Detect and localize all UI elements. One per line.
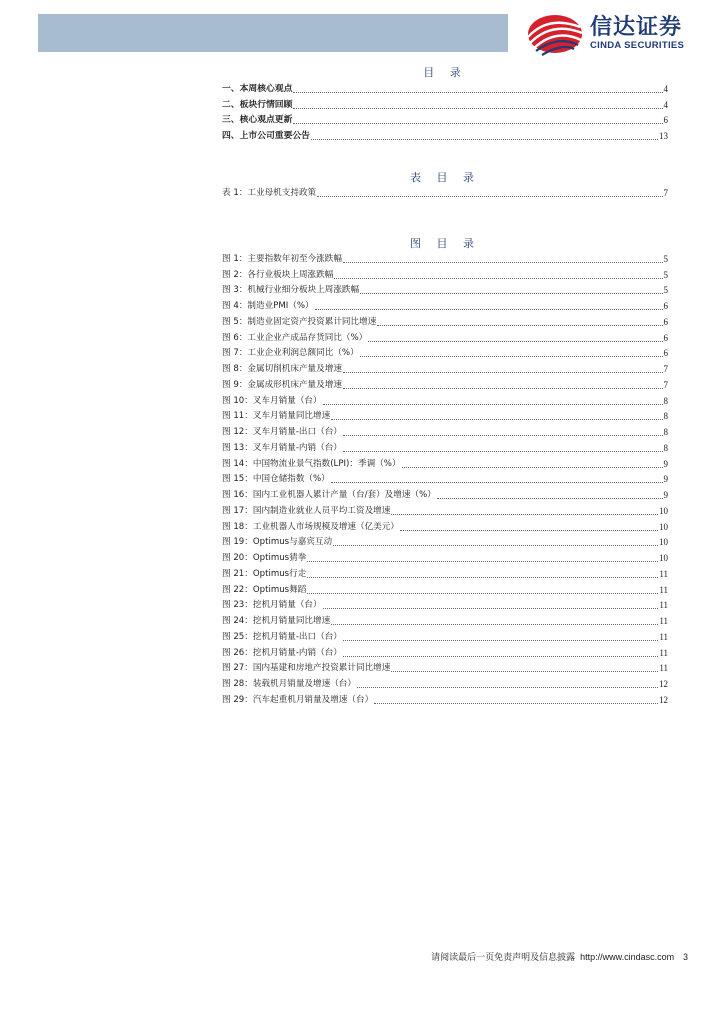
figures-entry[interactable] bbox=[222, 627, 668, 643]
logo-english-name: CINDA SECURITIES bbox=[590, 40, 685, 51]
figures-entry-label: 图 26：挖机月销量-内销（台） bbox=[222, 647, 342, 658]
figures-entry-label: 图 12：叉车月销量-出口（台） bbox=[222, 427, 342, 437]
figures-entry[interactable] bbox=[222, 407, 668, 423]
figures-entry-page: 9 bbox=[663, 474, 668, 485]
dot-leader bbox=[307, 593, 658, 594]
figures-list bbox=[222, 249, 668, 706]
figures-entry-page: 5 bbox=[663, 269, 668, 280]
figures-entry[interactable] bbox=[222, 359, 668, 375]
figures-entry-page: 11 bbox=[659, 631, 668, 642]
figures-entry-label: 图 11：叉车月销量同比增速 bbox=[222, 411, 331, 422]
figures-entry[interactable] bbox=[222, 249, 668, 265]
figures-entry-page: 11 bbox=[659, 616, 668, 626]
dot-leader bbox=[323, 608, 659, 609]
toc-entry-label: 四、上市公司重要公告 bbox=[222, 131, 310, 141]
dot-leader bbox=[343, 435, 663, 436]
toc-entry-page: 4 bbox=[663, 83, 668, 94]
toc-entry[interactable] bbox=[222, 111, 668, 127]
figures-entry-page: 6 bbox=[663, 316, 668, 327]
figures-entry-page: 10 bbox=[659, 505, 668, 516]
figures-entry-page: 11 bbox=[659, 647, 668, 658]
figures-entry-page: 11 bbox=[659, 600, 668, 611]
figures-entry-label: 图 14：中国物流业景气指数(LPI)：季调（%） bbox=[222, 458, 401, 469]
figures-entry[interactable] bbox=[222, 580, 668, 596]
figures-entry[interactable] bbox=[222, 533, 668, 549]
figures-entry[interactable] bbox=[222, 438, 668, 454]
dot-leader bbox=[331, 482, 663, 483]
figures-entry-label: 图 17：国内制造业就业人员平均工资及增速 bbox=[222, 505, 391, 516]
figures-entry-page: 6 bbox=[663, 348, 668, 359]
figures-entry-label: 图 27：国内基建和房地产投资累计同比增速 bbox=[222, 663, 391, 674]
page-number: 3 bbox=[682, 952, 688, 962]
figures-entry-label: 图 3：机械行业细分板块上周涨跌幅 bbox=[222, 285, 360, 296]
dot-leader bbox=[343, 262, 663, 263]
figures-entry[interactable] bbox=[222, 690, 668, 706]
figures-entry-page: 6 bbox=[663, 332, 668, 343]
figures-entry-page: 11 bbox=[659, 568, 668, 579]
dot-leader bbox=[357, 687, 658, 688]
company-logo bbox=[522, 10, 712, 58]
figures-entry-page: 7 bbox=[663, 364, 668, 374]
dot-leader bbox=[343, 640, 658, 641]
figures-entry-label: 图 7：工业企业利润总额同比（%） bbox=[222, 348, 359, 359]
figures-entry[interactable] bbox=[222, 564, 668, 580]
figures-entry-label: 图 6：工业企业产成品存货同比（%） bbox=[222, 332, 368, 343]
disclaimer-text: 请阅读最后一页免责声明及信息披露 bbox=[431, 953, 576, 963]
figures-entry-label: 图 19：Optimus与嘉宾互动 bbox=[222, 537, 333, 548]
figures-entry-page: 12 bbox=[659, 694, 668, 705]
dot-leader bbox=[360, 356, 663, 357]
figures-entry-page: 9 bbox=[663, 458, 668, 469]
figures-entry-label: 图 9：金属成形机床产量及增速 bbox=[222, 379, 342, 390]
toc-title: 目 录 bbox=[423, 66, 467, 79]
dot-leader bbox=[307, 561, 658, 562]
page-footer bbox=[431, 950, 688, 963]
dot-leader bbox=[323, 404, 663, 405]
dot-leader bbox=[343, 388, 663, 389]
figures-entry-page: 5 bbox=[663, 285, 668, 296]
dot-leader bbox=[307, 577, 658, 578]
figures-entry-page: 8 bbox=[663, 442, 668, 453]
toc-entry[interactable] bbox=[222, 79, 668, 95]
figures-entry[interactable] bbox=[222, 596, 668, 612]
figures-entry-label: 图 2：各行业板块上周涨跌幅 bbox=[222, 269, 334, 280]
toc-entry-label: 二、板块行情回顾 bbox=[222, 99, 293, 110]
tables-entry-page: 7 bbox=[663, 187, 668, 198]
figures-entry-page: 7 bbox=[663, 379, 668, 390]
dot-leader bbox=[293, 123, 662, 124]
cinda-logo-icon bbox=[522, 11, 584, 57]
toc-entry[interactable] bbox=[222, 126, 668, 142]
dot-leader bbox=[293, 92, 662, 93]
header-bar bbox=[38, 14, 508, 52]
dot-leader bbox=[343, 372, 663, 373]
dot-leader bbox=[437, 498, 663, 499]
dot-leader bbox=[333, 545, 658, 546]
figures-entry[interactable] bbox=[222, 674, 668, 690]
tables-list bbox=[222, 183, 668, 199]
tables-entry-label: 表 1：工业母机支持政策 bbox=[222, 187, 317, 198]
dot-leader bbox=[293, 108, 662, 109]
dot-leader bbox=[368, 341, 662, 342]
figures-entry-page: 8 bbox=[663, 427, 668, 437]
toc-entry-page: 4 bbox=[663, 99, 668, 110]
figures-entry-label: 图 15：中国仓储指数（%） bbox=[222, 474, 330, 485]
figures-entry-page: 8 bbox=[663, 411, 668, 422]
figures-entry[interactable] bbox=[222, 328, 668, 344]
figures-entry[interactable] bbox=[222, 281, 668, 297]
figures-entry[interactable] bbox=[222, 611, 668, 627]
figures-entry-label: 图 21：Optimus行走 bbox=[222, 568, 307, 579]
figures-entry-label: 图 18：工业机器人市场规模及增速（亿美元） bbox=[222, 521, 399, 532]
figures-entry-page: 11 bbox=[659, 663, 668, 674]
dot-leader bbox=[334, 278, 662, 279]
figures-entry-label: 图 4：制造业PMI（%） bbox=[222, 301, 314, 311]
figures-entry-label: 图 13：叉车月销量-内销（台） bbox=[222, 442, 342, 453]
toc-entry-page: 6 bbox=[663, 115, 668, 126]
figures-entry-label: 图 1：主要指数年初至今涨跌幅 bbox=[222, 253, 342, 264]
figures-entry-label: 图 8：金属切削机床产量及增速 bbox=[222, 364, 342, 374]
figures-entry-page: 5 bbox=[663, 253, 668, 264]
figures-entry-page: 12 bbox=[659, 679, 668, 689]
tables-title: 表 目 录 bbox=[410, 171, 480, 184]
figures-entry-label: 图 22：Optimus舞蹈 bbox=[222, 584, 307, 595]
figures-entry-page: 10 bbox=[659, 553, 668, 563]
figures-entry-label: 图 20：Optimus猜拳 bbox=[222, 553, 307, 563]
figures-entry[interactable] bbox=[222, 422, 668, 438]
dot-leader bbox=[331, 624, 658, 625]
figures-entry-page: 10 bbox=[659, 537, 668, 548]
logo-chinese-name: 信达证券 bbox=[590, 15, 683, 40]
figures-entry[interactable] bbox=[222, 659, 668, 675]
dot-leader bbox=[315, 309, 663, 310]
figures-entry-page: 6 bbox=[663, 301, 668, 311]
figures-entry[interactable] bbox=[222, 375, 668, 391]
website-link[interactable]: http://www.cindasc.com bbox=[580, 952, 675, 962]
dot-leader bbox=[343, 451, 663, 452]
toc-entry-label: 三、核心观点更新 bbox=[222, 115, 293, 126]
figures-entry-page: 11 bbox=[659, 584, 668, 595]
figures-entry[interactable] bbox=[222, 296, 668, 312]
figures-entry-page: 9 bbox=[663, 490, 668, 500]
figures-entry[interactable] bbox=[222, 517, 668, 533]
dot-leader bbox=[391, 671, 658, 672]
figures-entry[interactable] bbox=[222, 391, 668, 407]
toc-list bbox=[222, 79, 668, 142]
dot-leader bbox=[402, 467, 663, 468]
figures-entry[interactable] bbox=[222, 344, 668, 360]
tables-entry[interactable] bbox=[222, 183, 668, 199]
toc-entry-page: 13 bbox=[659, 131, 668, 141]
dot-leader bbox=[317, 196, 662, 197]
dot-leader bbox=[374, 703, 658, 704]
dot-leader bbox=[377, 325, 662, 326]
figures-entry-page: 10 bbox=[659, 521, 668, 532]
figures-entry-label: 图 28：装载机月销量及增速（台） bbox=[222, 679, 356, 689]
figures-entry[interactable] bbox=[222, 265, 668, 281]
dot-leader bbox=[343, 656, 658, 657]
figures-entry-label: 图 29：汽车起重机月销量及增速（台） bbox=[222, 694, 374, 705]
figures-entry[interactable] bbox=[222, 485, 668, 501]
toc-entry[interactable] bbox=[222, 95, 668, 111]
dot-leader bbox=[360, 293, 662, 294]
figures-entry[interactable] bbox=[222, 501, 668, 517]
dot-leader bbox=[391, 514, 658, 515]
figures-title: 图 目 录 bbox=[410, 237, 480, 250]
figures-entry-label: 图 25：挖机月销量-出口（台） bbox=[222, 631, 342, 642]
figures-entry-label: 图 16：国内工业机器人累计产量（台/套）及增速（%） bbox=[222, 490, 436, 500]
figures-entry[interactable] bbox=[222, 470, 668, 486]
toc-entry-label: 一、本周核心观点 bbox=[222, 83, 293, 94]
dot-leader bbox=[400, 530, 658, 531]
figures-entry[interactable] bbox=[222, 643, 668, 659]
figures-entry-label: 图 10：叉车月销量（台） bbox=[222, 395, 322, 406]
figures-entry-label: 图 5：制造业固定资产投资累计同比增速 bbox=[222, 316, 377, 327]
dot-leader bbox=[331, 419, 662, 420]
figures-entry[interactable] bbox=[222, 454, 668, 470]
figures-entry[interactable] bbox=[222, 548, 668, 564]
dot-leader bbox=[311, 139, 658, 140]
figures-entry[interactable] bbox=[222, 312, 668, 328]
figures-entry-label: 图 24：挖机月销量同比增速 bbox=[222, 616, 331, 626]
figures-entry-page: 8 bbox=[663, 395, 668, 406]
figures-entry-label: 图 23：挖机月销量（台） bbox=[222, 600, 322, 611]
